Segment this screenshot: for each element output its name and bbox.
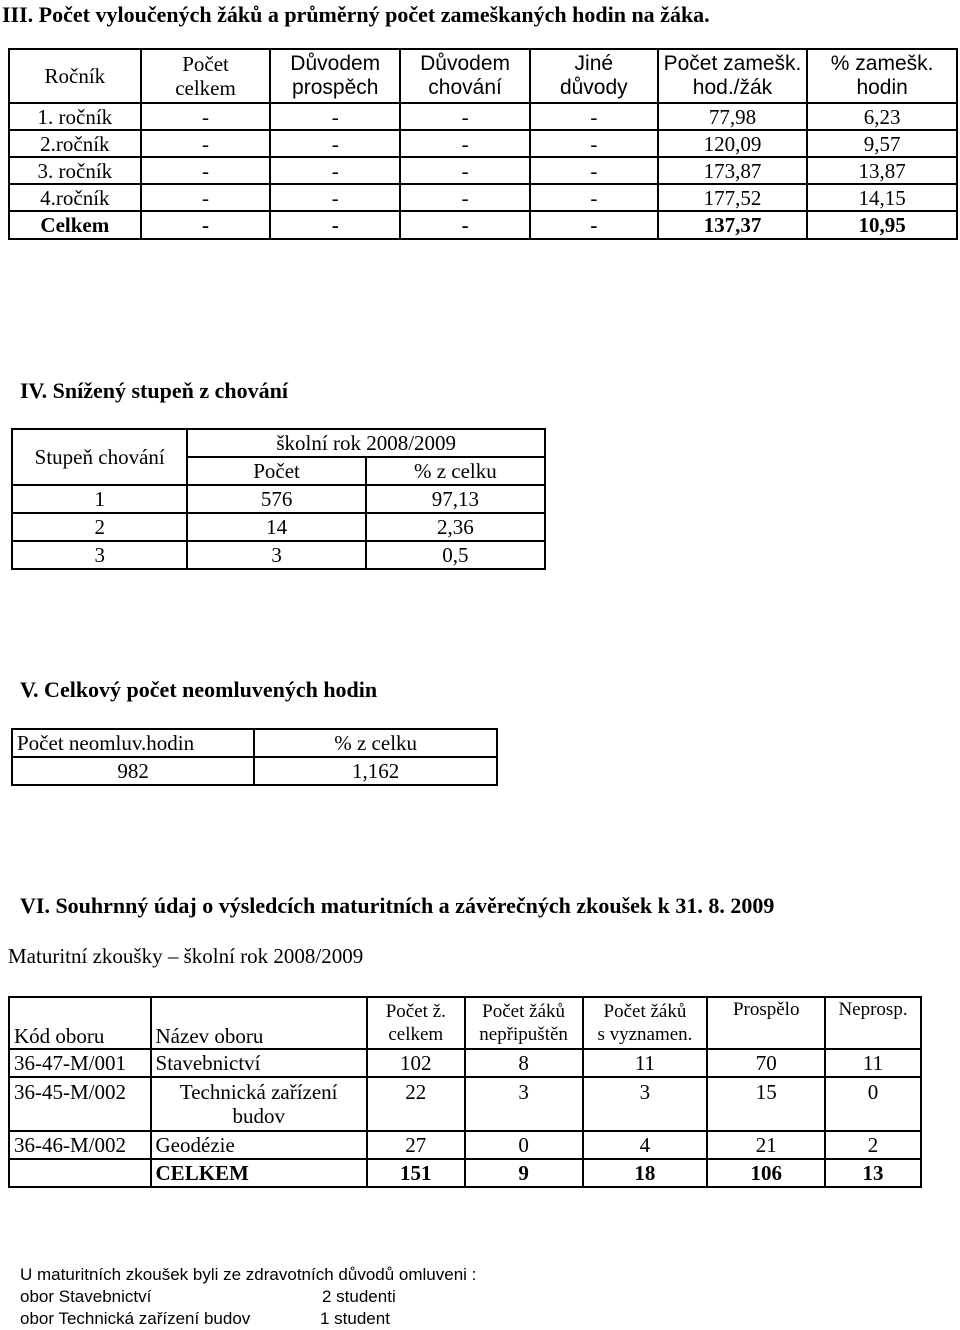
footer-line-3: obor Technická zařízení budov 1 student [20, 1309, 390, 1328]
table-row: 4.ročník - - - - 177,52 14,15 [9, 184, 957, 211]
header-pocet: Počet celkem [141, 49, 271, 103]
header-year: školní rok 2008/2009 [187, 429, 545, 457]
header-pocet: Počet ž. celkem [367, 997, 465, 1049]
table-row-total: Celkem - - - - 137,37 10,95 [9, 211, 957, 239]
section-6-subtitle: Maturitní zkoušky – školní rok 2008/2009 [8, 944, 364, 968]
section-3-table [8, 48, 958, 240]
header-nepripusten: Počet žáků nepřipuštěn [465, 997, 583, 1049]
header-kod: Kód oboru [9, 997, 151, 1049]
table-header-row [9, 997, 921, 1049]
table-header-row [9, 49, 957, 103]
section-6-title: VI. Souhrnný údaj o výsledcích maturitních a závěrečných zkoušek k 31. 8. 2009 [20, 893, 775, 918]
table-row: 36-47-M/001 Stavebnictví 102 8 11 70 11 [9, 1049, 921, 1077]
section-3-title: III. Počet vyloučených žáků a průměrný počet zameškaných hodin na žáka. [2, 2, 710, 27]
header-vyznamenani: Počet žáků s vyznamen. [583, 997, 708, 1049]
header-rocnik: Ročník [9, 49, 141, 103]
section-5-table [11, 728, 498, 786]
header-pct: % z celku [254, 729, 497, 757]
table-row: 982 1,162 [12, 757, 497, 785]
header-chovani: Důvodem chování [400, 49, 530, 103]
header-stupen: Stupeň chování [12, 429, 187, 485]
table-row: 36-45-M/002 Technická zařízení budov 22 3 3 15 0 [9, 1077, 921, 1131]
header-prospech: Důvodem prospěch [270, 49, 400, 103]
table-row-total: CELKEM 151 9 18 106 13 [9, 1159, 921, 1187]
footer-line-2: obor Stavebnictví 2 studenti [20, 1287, 396, 1306]
header-prospelo: Prospělo [707, 997, 825, 1049]
header-neomluv: Počet neomluv.hodin [12, 729, 254, 757]
section-4-table [11, 428, 546, 570]
section-5-title: V. Celkový počet neomluvených hodin [20, 677, 378, 702]
table-row: 2.ročník - - - - 120,09 9,57 [9, 130, 957, 157]
header-pocet: Počet [187, 457, 365, 485]
table-row: 3 3 0,5 [12, 541, 545, 569]
header-pct: % zamešk. hodin [807, 49, 957, 103]
table-row: 1. ročník - - - - 77,98 6,23 [9, 103, 957, 130]
header-zamesk: Počet zamešk. hod./žák [658, 49, 808, 103]
footer-line-1: U maturitních zkoušek byli ze zdravotních důvodů omluveni : [20, 1265, 477, 1284]
header-neprospelo: Neprosp. [825, 997, 921, 1049]
table-row: 2 14 2,36 [12, 513, 545, 541]
table-row: 3. ročník - - - - 173,87 13,87 [9, 157, 957, 184]
section-6-table [8, 996, 922, 1188]
table-row: 1 576 97,13 [12, 485, 545, 513]
footer-note [20, 1264, 476, 1330]
table-row: 36-46-M/002 Geodézie 27 0 4 21 2 [9, 1131, 921, 1159]
header-nazev: Název oboru [151, 997, 367, 1049]
section-4-title: IV. Snížený stupeň z chování [20, 378, 288, 403]
header-jine: Jiné důvody [530, 49, 658, 103]
header-pct: % z celku [366, 457, 545, 485]
